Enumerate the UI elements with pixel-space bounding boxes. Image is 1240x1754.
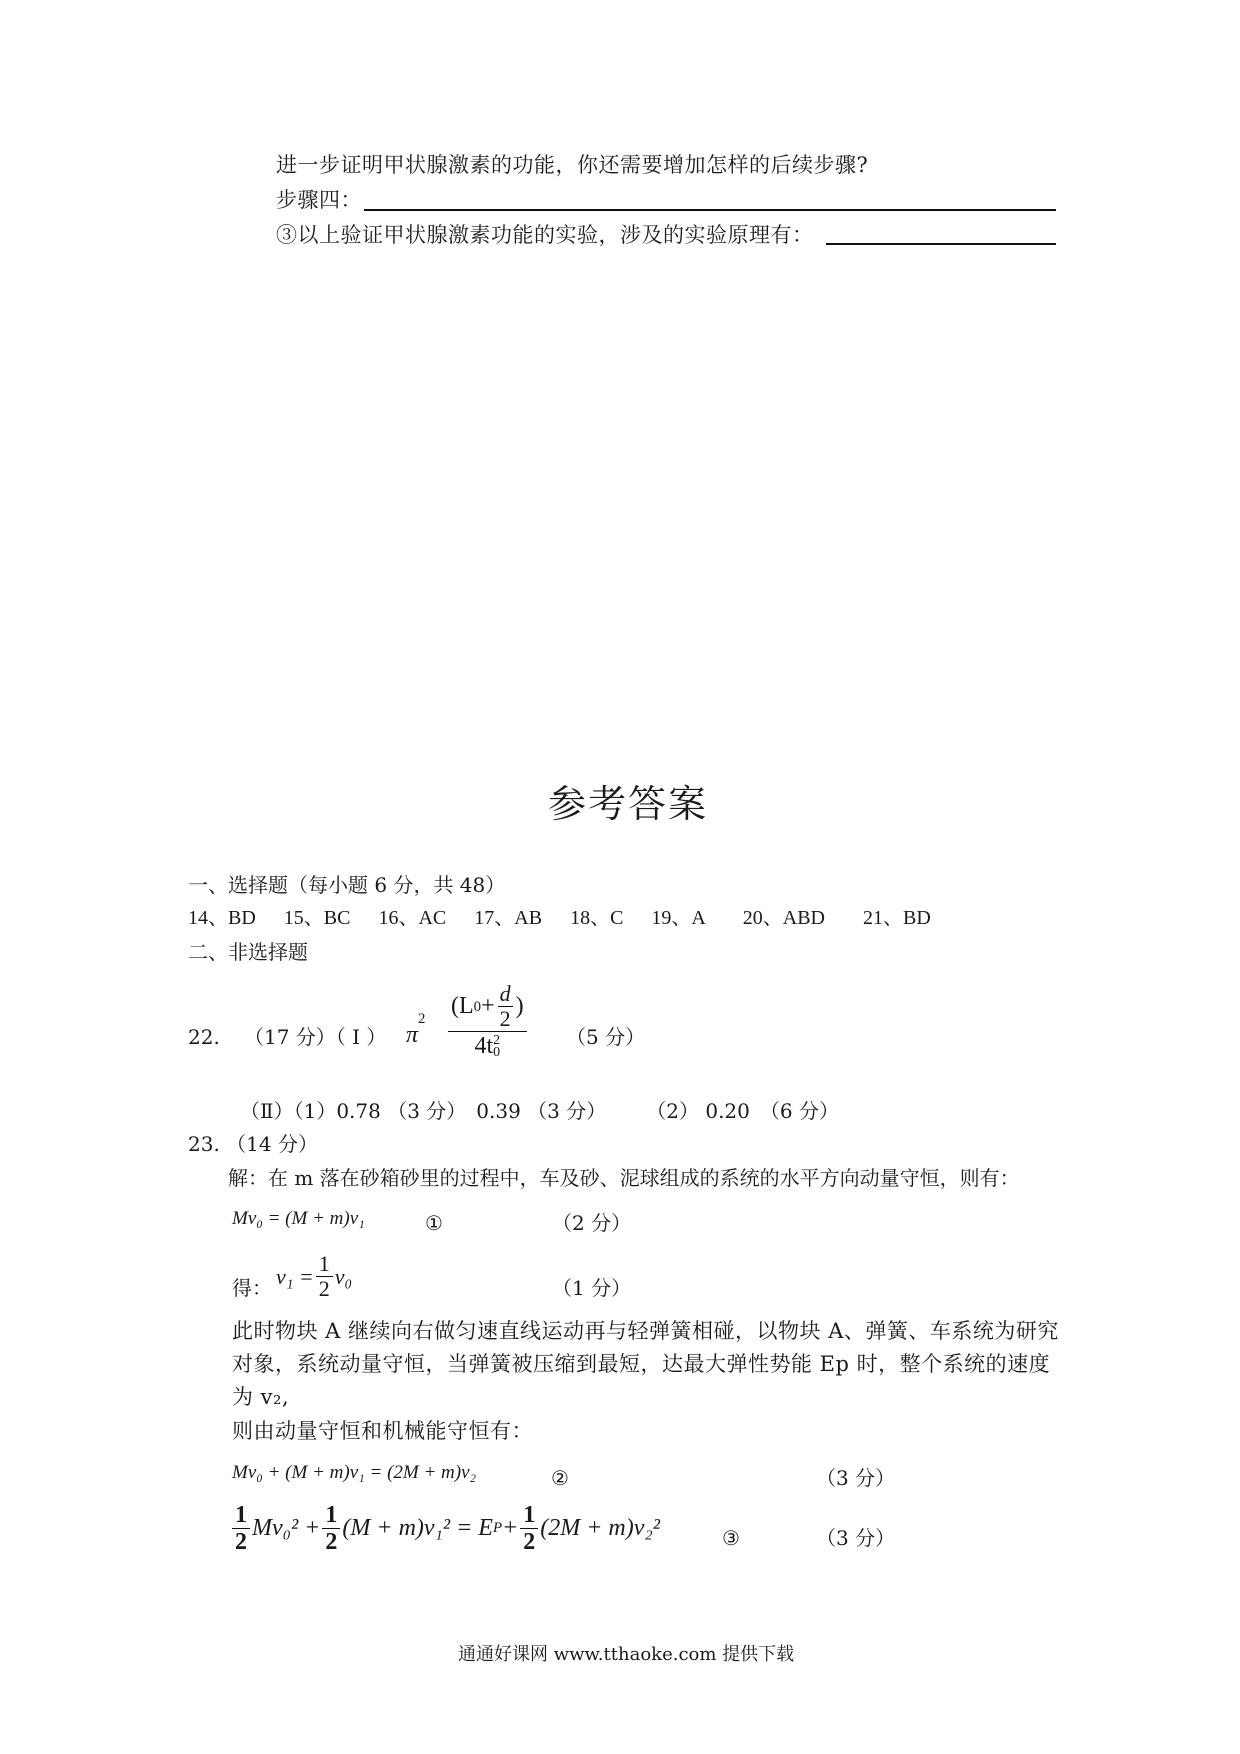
page-footer: 通通好课网 www.tthaoke.com 提供下载 xyxy=(458,1644,795,1665)
section-heading: 二、非选择题 xyxy=(188,940,308,964)
choice-item: 15、BC xyxy=(283,907,351,929)
equation-1: Mv₀ = (M + m)v₁ xyxy=(232,1208,365,1229)
choice-item: 16、AC xyxy=(378,907,447,929)
equation-score: （3 分） xyxy=(816,1526,896,1550)
question-line: 进一步证明甲状腺激素的功能，你还需要增加怎样的后续步骤? xyxy=(276,153,869,177)
equation-3: $\frac{1}{2}$ Mv₀² + $\frac{1}{2}$ (M + m)v₁² = E P + $\frac{1}{2}$ (2M + m)v₂² xyxy=(230,1502,660,1556)
choice-answers xyxy=(188,905,931,931)
answer-blank-line xyxy=(364,209,1056,211)
get-label: 得： xyxy=(232,1276,272,1300)
choice-item: 21、BD xyxy=(863,907,931,929)
equation-mark: ② xyxy=(551,1466,569,1490)
choice-item: 19、A xyxy=(651,907,705,929)
principle-line: ③以上验证甲状腺激素功能的实验，涉及的实验原理有： xyxy=(276,223,814,247)
choice-item: 20、ABD xyxy=(742,907,825,929)
equation-score: （1 分） xyxy=(552,1276,632,1300)
paragraph-line: 此时物块 A 继续向右做匀速直线运动再与轻弹簧相碰，以物块 A、弹簧、车系统为研究 xyxy=(232,1319,1059,1343)
paragraph-line: 为 v₂, xyxy=(232,1385,290,1409)
choice-item: 18、C xyxy=(570,907,624,929)
section-heading: 一、选择题（每小题 6 分，共 48） xyxy=(188,873,506,897)
q22-part2: （Ⅱ）（1）0.78 （3 分） 0.39 （3 分） （2） 0.20 （6 分） xyxy=(240,1099,839,1123)
q23-solution-intro: 解：在 m 落在砂箱砂里的过程中，车及砂、泥球组成的系统的水平方向动量守恒，则有： xyxy=(228,1166,1020,1190)
equation-mark: ③ xyxy=(722,1526,740,1550)
q22-score-total: （17 分）（ I ） xyxy=(244,1025,387,1049)
pi-symbol: $\pi^2$ xyxy=(406,1011,426,1048)
equation-score: （3 分） xyxy=(816,1466,896,1490)
step4-label: 步骤四： xyxy=(276,188,362,212)
q23-label: 23. （14 分） xyxy=(188,1132,318,1156)
equation-v1: v₁ = $\frac{1}{2}$ v₀ xyxy=(276,1251,353,1302)
page-title: 参考答案 xyxy=(548,782,709,826)
equation-score: （2 分） xyxy=(552,1211,632,1235)
equation-mark: ① xyxy=(425,1211,443,1235)
q22-label: 22. xyxy=(188,1025,220,1049)
choice-item: 17、AB xyxy=(474,907,543,929)
paragraph-line: 则由动量守恒和机械能守恒有： xyxy=(232,1419,533,1443)
q22-formula-fraction: (L 0 + $\frac{d}{2}$ ) 4t 2 0 xyxy=(446,982,529,1060)
answer-blank-line xyxy=(826,243,1056,245)
equation-2: Mv₀ + (M + m)v₁ = (2M + m)v₂ xyxy=(232,1462,477,1483)
q22-score1: （5 分） xyxy=(566,1025,646,1049)
paragraph-line: 对象，系统动量守恒，当弹簧被压缩到最短，达最大弹性势能 Ep 时，整个系统的速度 xyxy=(232,1352,1051,1376)
choice-item: 14、BD xyxy=(188,907,256,929)
